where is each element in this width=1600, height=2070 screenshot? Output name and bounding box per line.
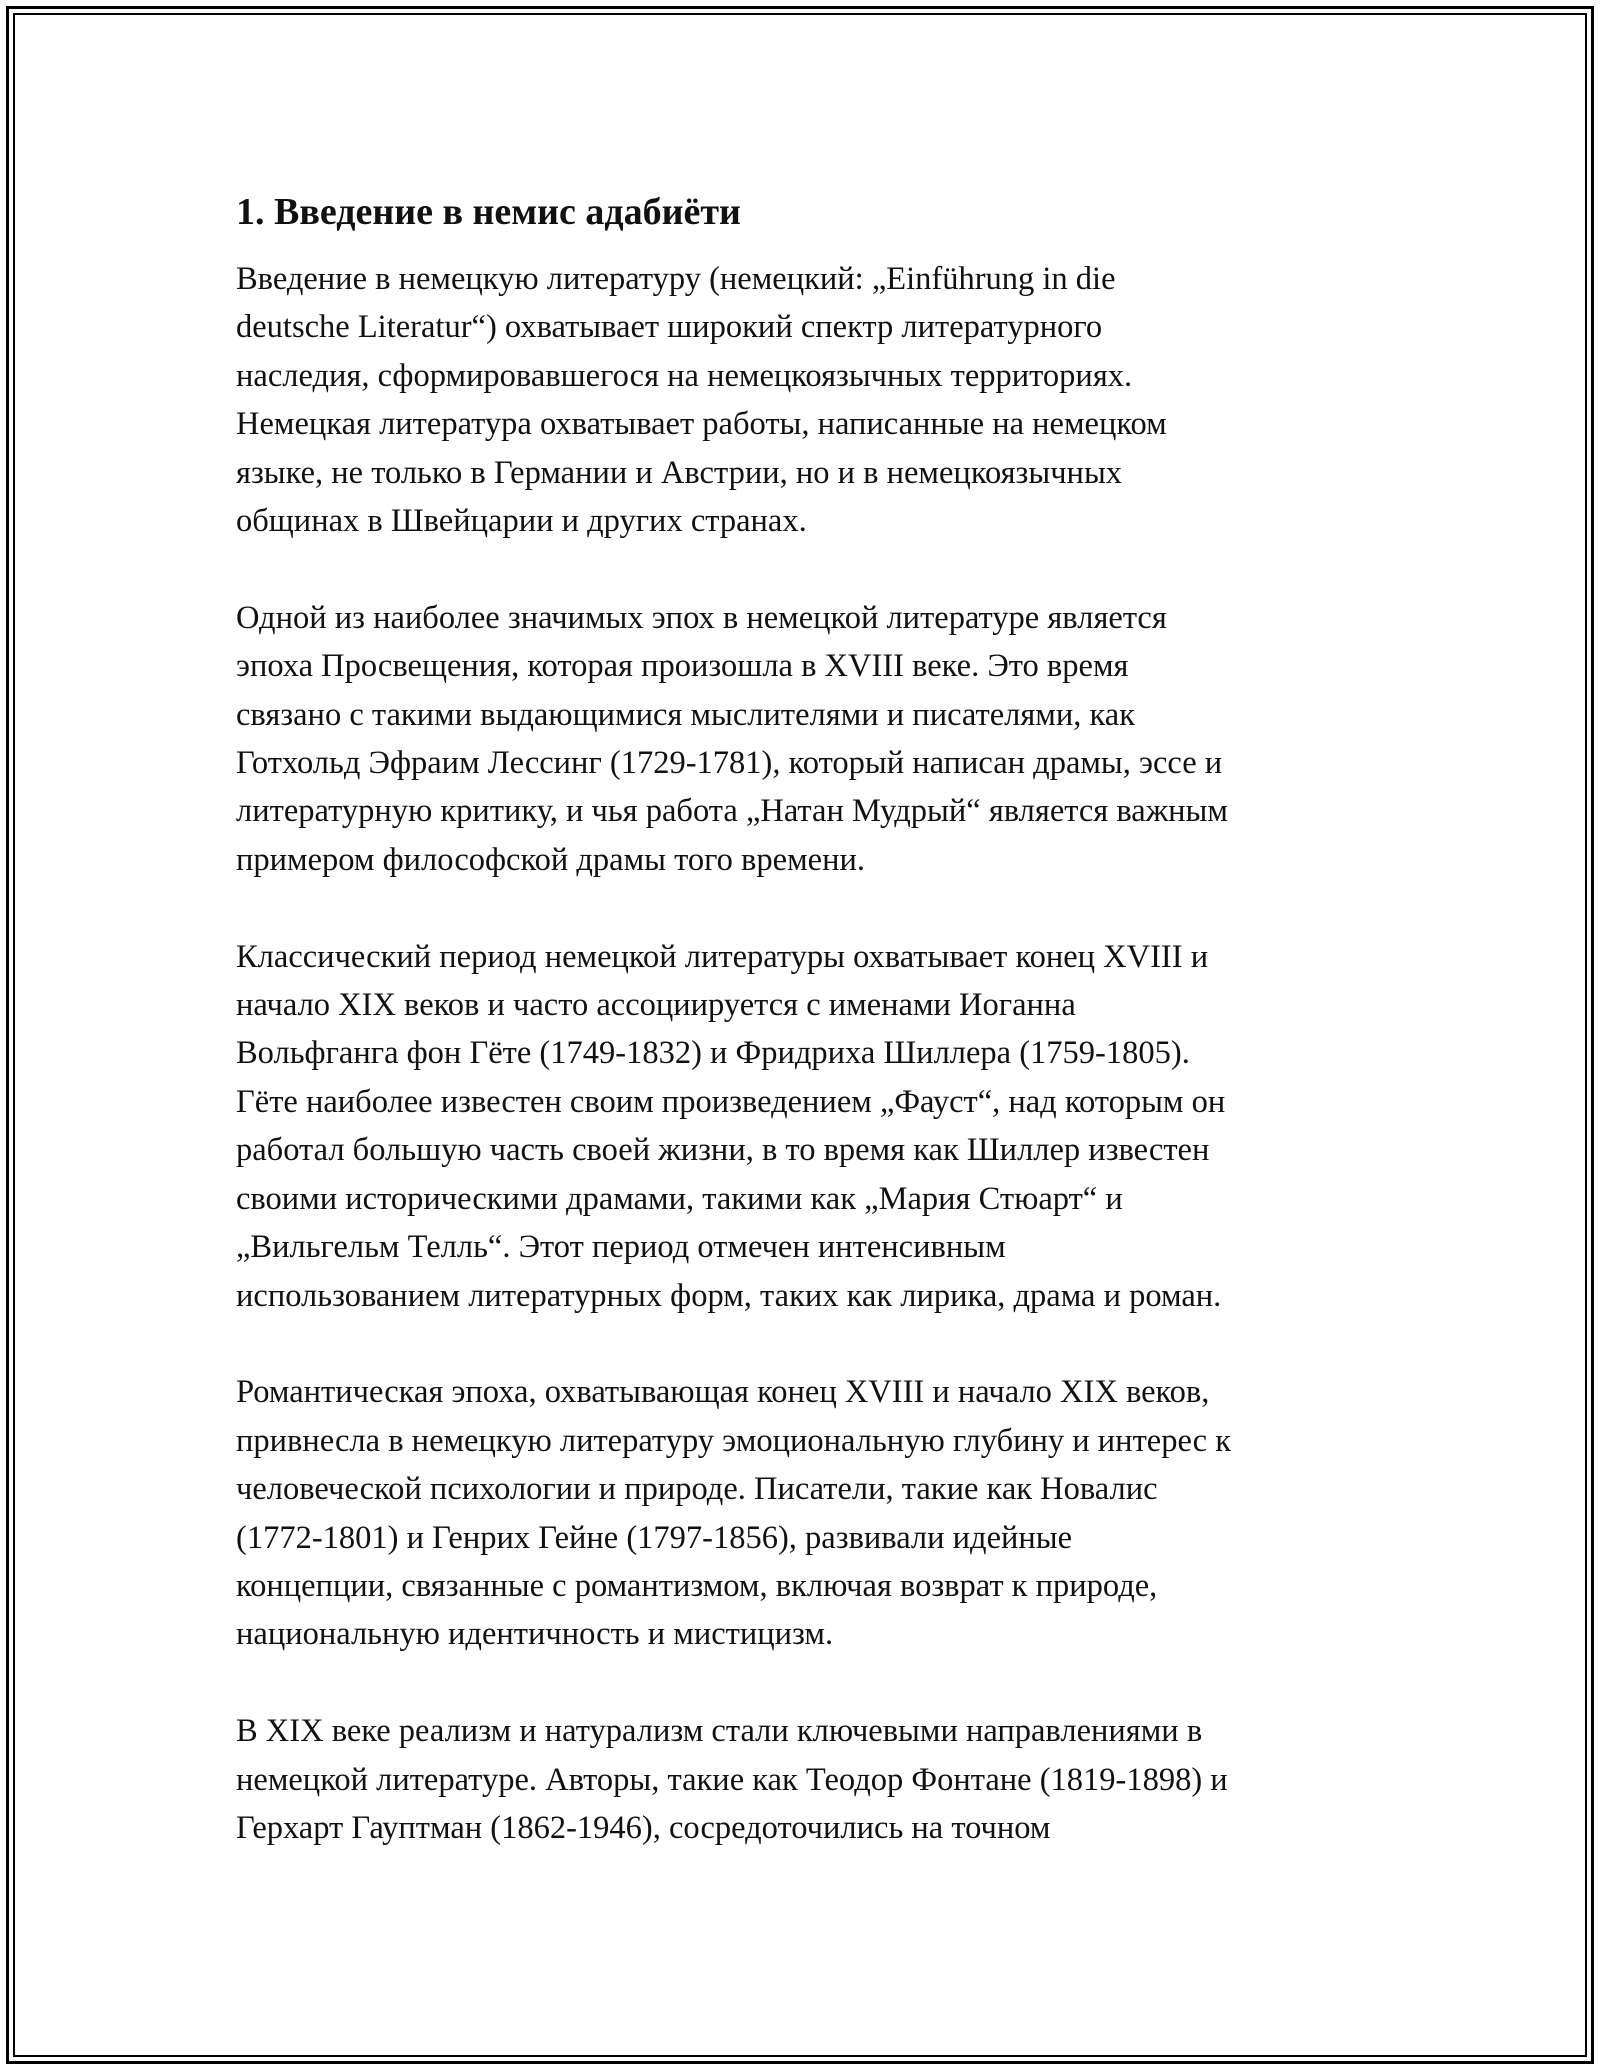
- text-line: своими историческими драмами, такими как „Мария Стюарт“ и: [236, 1180, 1123, 1217]
- text-line: Классический период немецкой литературы охватывает конец XVIII и: [236, 938, 1209, 975]
- text-line: Одной из наиболее значимых эпох в немецкой литературе является: [236, 599, 1167, 636]
- text-line: Готхольд Эфраим Лессинг (1729-1781), который написан драмы, эссе и: [236, 745, 1223, 782]
- text-line: „Вильгельм Телль“. Этот период отмечен интенсивным: [236, 1229, 1006, 1266]
- text-line: немецкой литературе. Авторы, такие как Теодор Фонтане (1819-1898) и: [236, 1761, 1228, 1798]
- text-line: В XIX веке реализм и натурализм стали ключевыми направлениями в: [236, 1713, 1203, 1750]
- text-line: связано с такими выдающимися мыслителями и писателями, как: [236, 696, 1136, 733]
- text-line: общинах в Швейцарии и других странах.: [236, 503, 807, 540]
- document-body: [236, 186, 1386, 1901]
- text-line: Вольфганга фон Гёте (1749-1832) и Фридриха Шиллера (1759-1805).: [236, 1035, 1190, 1072]
- text-line: работал большую часть своей жизни, в то время как Шиллер известен: [236, 1132, 1210, 1169]
- text-line: Введение в немецкую литературу (немецкий: „Einführung in die: [236, 261, 1116, 297]
- text-line: (1772-1801) и Генрих Гейне (1797-1856), развивали идейные: [236, 1519, 1073, 1556]
- section-heading: 1. Введение в немис адабиёти: [236, 191, 741, 233]
- text-line: Гёте наиболее известен своим произведением „Фауст“, над которым он: [236, 1083, 1226, 1120]
- paragraph-realism: [236, 1707, 1386, 1852]
- text-line: концепции, связанные с романтизмом, включая возврат к природе,: [236, 1567, 1158, 1604]
- text-line: эпоха Просвещения, которая произошла в XVIII веке. Это время: [236, 648, 1129, 685]
- text-line: Герхарт Гауптман (1862-1946), сосредоточились на точном: [236, 1809, 1051, 1846]
- text-line: языке, не только в Германии и Австрии, но и в немецкоязычных: [236, 454, 1123, 491]
- paragraph-classical-period: [236, 933, 1386, 1320]
- text-line: привнесла в немецкую литературу эмоциональную глубину и интерес к: [236, 1422, 1232, 1459]
- text-line: человеческой психологии и природе. Писатели, такие как Новалис: [236, 1471, 1158, 1508]
- text-line: использованием литературных форм, таких как лирика, драма и роман.: [236, 1277, 1222, 1314]
- text-line: литературную критику, и чья работа „Натан Мудрый“ является важным: [236, 793, 1228, 830]
- paragraph-enlightenment: [236, 594, 1386, 884]
- text-line: национальную идентичность и мистицизм.: [236, 1616, 834, 1653]
- text-line: примером философской драмы того времени.: [236, 841, 865, 878]
- text-line: наследия, сформировавшегося на немецкоязычных территориях.: [236, 357, 1133, 394]
- paragraph-introduction: [236, 255, 1386, 545]
- paragraph-romantic-era: [236, 1368, 1386, 1658]
- text-line: Немецкая литература охватывает работы, написанные на немецком: [236, 406, 1167, 443]
- text-line: deutsche Literatur“) охватывает широкий спектр литературного: [236, 309, 1103, 346]
- text-line: Романтическая эпоха, охватывающая конец XVIII и начало XIX веков,: [236, 1374, 1210, 1411]
- text-line: начало XIX веков и часто ассоциируется с именами Иоганна: [236, 987, 1076, 1024]
